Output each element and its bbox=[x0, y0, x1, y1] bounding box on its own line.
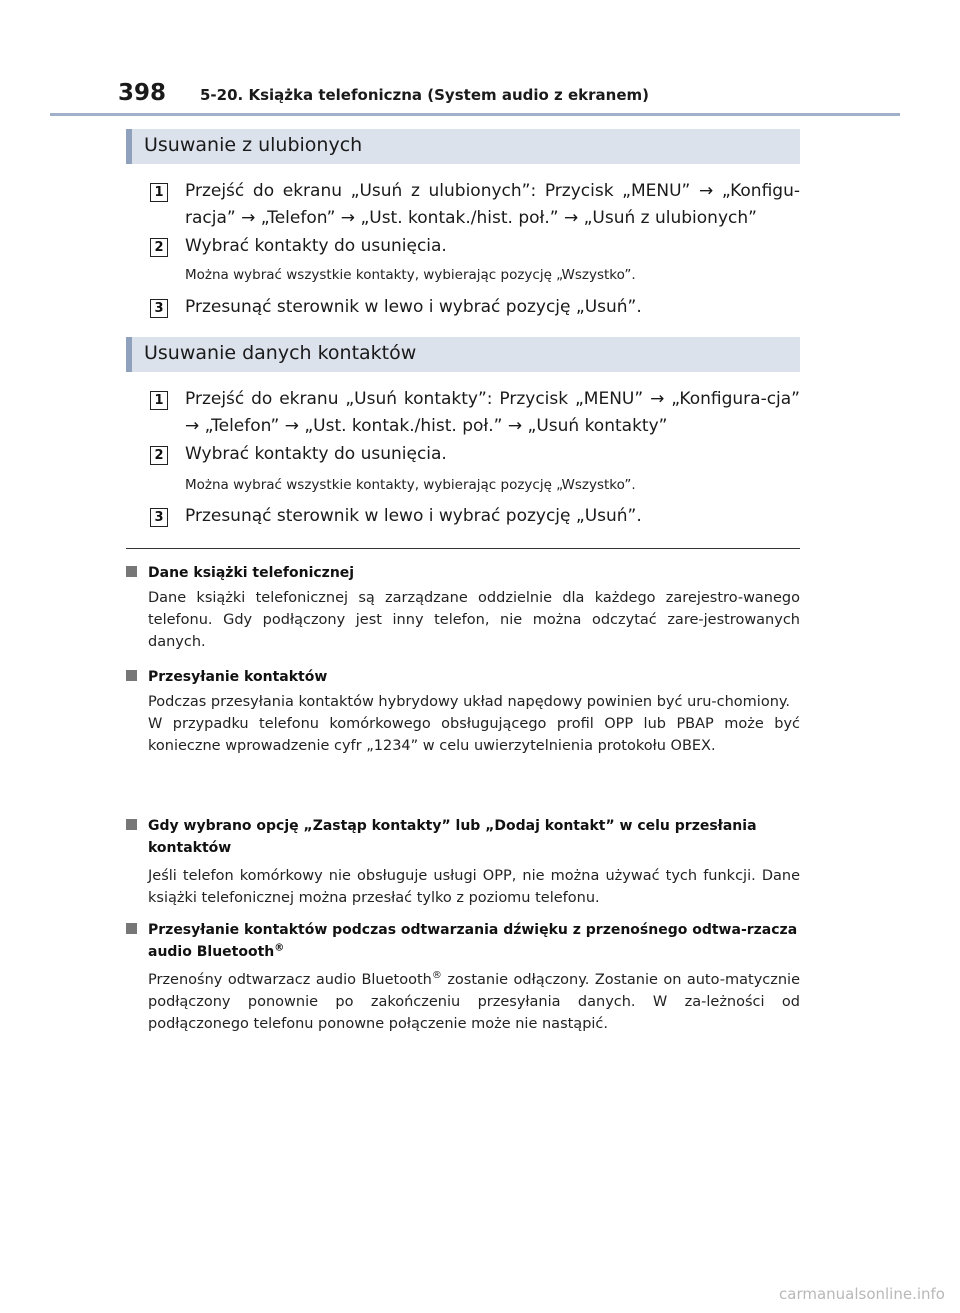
section-accent bbox=[126, 337, 132, 372]
note-body bbox=[148, 969, 800, 1035]
step-text: Wybrać kontakty do usunięcia. bbox=[185, 444, 447, 464]
note-body bbox=[148, 587, 800, 653]
note-text-part: Przenośny odtwarzacz audio Bluetooth bbox=[148, 972, 432, 988]
step-number-box: 3 bbox=[150, 508, 168, 527]
step-number-box: 2 bbox=[150, 238, 168, 257]
step-number-box: 1 bbox=[150, 391, 168, 410]
registered-mark: ® bbox=[274, 942, 285, 954]
step-text: Przejść do ekranu „Usuń kontakty”: Przycisk „MENU” → „Konfigura-cja” → „Telefon” → „Ust. kontak./hist. poł.” → „Usuń kontakty” bbox=[185, 389, 800, 436]
step-text: Przesunąć sterownik w lewo i wybrać pozycję „Usuń”. bbox=[185, 297, 642, 317]
square-bullet-icon bbox=[126, 819, 137, 830]
square-bullet-icon bbox=[126, 670, 137, 681]
note-heading: Gdy wybrano opcję „Zastąp kontakty” lub „Dodaj kontakt” w celu przesłania kontaktów bbox=[148, 818, 757, 856]
step-note: Można wybrać wszystkie kontakty, wybierając pozycję „Wszystko”. bbox=[185, 477, 636, 493]
note-paragraph: W przypadku telefonu komórkowego obsługującego profil OPP lub PBAP może być konieczne wprowadzenie cyfr „1234” w celu uwierzytelnienia protokołu OBEX. bbox=[148, 716, 800, 754]
note-paragraph: Jeśli telefon komórkowy nie obsługuje usługi OPP, nie można używać tych funkcji. Dane książki telefonicznej można przesłać tylko z poziomu telefonu. bbox=[148, 868, 800, 906]
section-title: Usuwanie danych kontaktów bbox=[144, 342, 417, 364]
header-rule bbox=[50, 113, 900, 116]
note-paragraph: Dane książki telefonicznej są zarządzane oddzielnie dla każdego zarejestro-wanego telefonu. Gdy podłączony jest inny telefon, nie można odczytać zare-jestrowanych danych. bbox=[148, 590, 800, 650]
note-body bbox=[148, 691, 800, 757]
note-heading: Przesyłanie kontaktów bbox=[148, 669, 328, 685]
note-heading bbox=[148, 919, 800, 963]
note-body bbox=[148, 865, 800, 909]
watermark: carmanualsonline.info bbox=[779, 1285, 945, 1303]
section-title: Usuwanie z ulubionych bbox=[144, 134, 363, 156]
step-text: Przejść do ekranu „Usuń z ulubionych”: Przycisk „MENU” → „Konfigu-racja” → „Telefon” → „Ust. kontak./hist. poł.” → „Usuń z ulubionych” bbox=[185, 181, 800, 228]
square-bullet-icon bbox=[126, 566, 137, 577]
note-paragraph: Podczas przesyłania kontaktów hybrydowy układ napędowy powinien być uru-chomiony. bbox=[148, 694, 791, 710]
step-text: Wybrać kontakty do usunięcia. bbox=[185, 236, 447, 256]
page-number: 398 bbox=[118, 80, 167, 106]
step-number-box: 1 bbox=[150, 183, 168, 202]
note-heading-text: Przesyłanie kontaktów podczas odtwarzania dźwięku z przenośnego odtwa-rzacza audio Bluetooth bbox=[148, 922, 798, 960]
notes-divider bbox=[126, 548, 800, 549]
step-text: Przesunąć sterownik w lewo i wybrać pozycję „Usuń”. bbox=[185, 506, 642, 526]
section-accent bbox=[126, 129, 132, 164]
registered-mark: ® bbox=[431, 970, 442, 982]
note-text-part: zostanie odłączony. Zostanie on auto-matycznie podłączony ponownie po zakończeniu przesyłania danych. W za-leżności od podłączonego telefonu ponowne połączenie może nie nastąpić. bbox=[148, 972, 800, 1032]
note-heading: Dane książki telefonicznej bbox=[148, 565, 355, 581]
chapter-title: 5-20. Książka telefoniczna (System audio z ekranem) bbox=[200, 86, 650, 104]
section-heading-remove-contacts bbox=[126, 337, 800, 372]
section-heading-remove-favorites bbox=[126, 129, 800, 164]
step-note: Można wybrać wszystkie kontakty, wybierając pozycję „Wszystko”. bbox=[185, 267, 636, 283]
step-number-box: 2 bbox=[150, 446, 168, 465]
step-number-box: 3 bbox=[150, 299, 168, 318]
square-bullet-icon bbox=[126, 923, 137, 934]
note-paragraph bbox=[148, 969, 800, 1035]
page-header bbox=[118, 80, 898, 114]
